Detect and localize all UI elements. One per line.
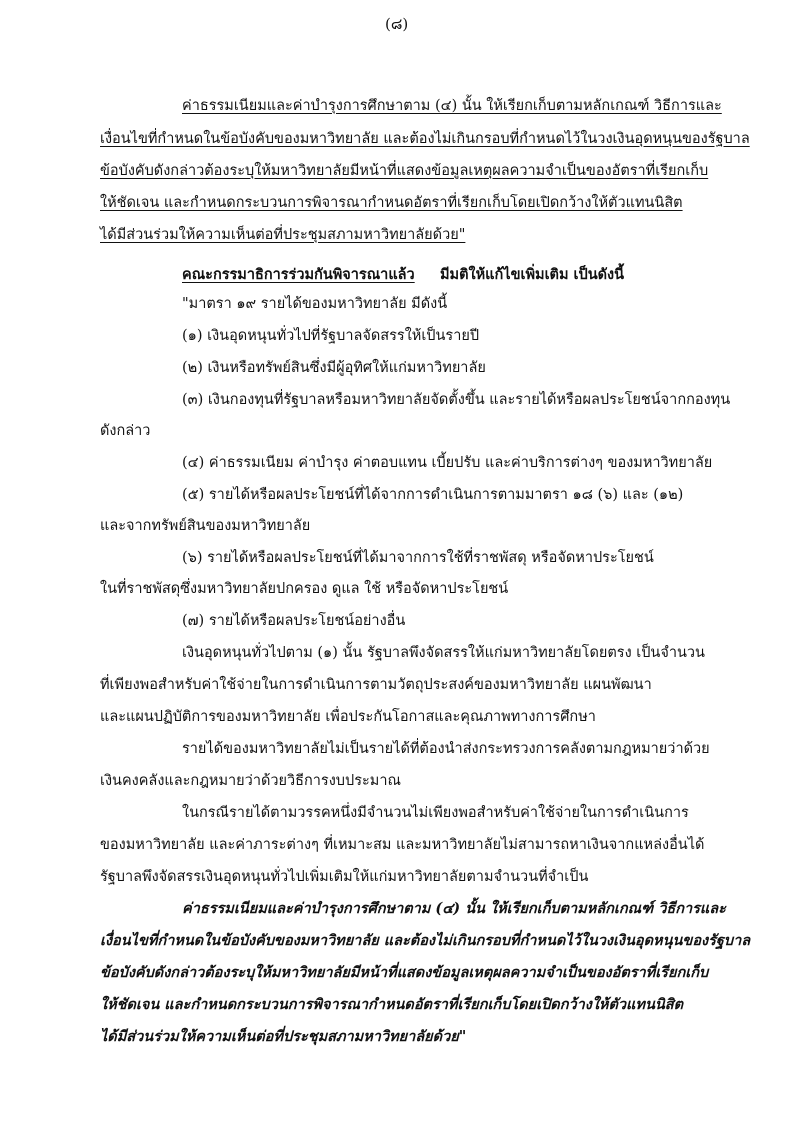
section-item-7: (๗) รายได้หรือผลประโยชน์อย่างอื่น — [182, 613, 406, 629]
section-item-3-cont: ดังกล่าว — [100, 423, 151, 439]
insufficient-line-3: รัฐบาลพึงจัดสรรเงินอุดหนุนทั่วไปเพิ่มเติมให้แก่มหาวิทยาลัยตามจำนวนที่จำเป็น — [100, 869, 589, 885]
intro-line-3: ข้อบังคับดังกล่าวต้องระบุให้มหาวิทยาลัยมีหน้าที่แสดงข้อมูลเหตุผลความจำเป็นของอัตราที่เรียกเก็บ — [100, 163, 709, 179]
section-item-5: (๕) รายได้หรือผลประโยชน์ที่ได้จากการดำเนินการตามมาตรา ๑๘ (๖) และ (๑๒) — [182, 487, 684, 503]
intro-line-1: ค่าธรรมเนียมและค่าบำรุงการศึกษาตาม (๔) นั้น ให้เรียกเก็บตามหลักเกณฑ์ วิธีการและ — [182, 98, 722, 114]
section-item-1: (๑) เงินอุดหนุนทั่วไปที่รัฐบาลจัดสรรให้เป็นรายปี — [182, 328, 480, 344]
section-item-6: (๖) รายได้หรือผลประโยชน์ที่ได้มาจากการใช้ที่ราชพัสดุ หรือจัดหาประโยชน์ — [182, 550, 654, 566]
section-item-5-cont: และจากทรัพย์สินของมหาวิทยาลัย — [100, 518, 311, 534]
committee-resolution: มีมติให้แก้ไขเพิ่มเติม เป็นดังนี้ — [440, 266, 625, 283]
page-number: (๘) — [385, 15, 409, 33]
subsidy-line-3: และแผนปฏิบัติการของมหาวิทยาลัย เพื่อประกันโอกาสและคุณภาพทางการศึกษา — [100, 709, 596, 725]
section-item-3: (๓) เงินกองทุนที่รัฐบาลหรือมหาวิทยาลัยจัดตั้งขึ้น และรายได้หรือผลประโยชน์จากกองทุน — [182, 392, 731, 408]
intro-line-4: ให้ชัดเจน และกำหนดกระบวนการพิจารณากำหนดอัตราที่เรียกเก็บโดยเปิดกว้างให้ตัวแทนนิสิต — [100, 195, 683, 211]
fees-line-1: ค่าธรรมเนียมและค่าบำรุงการศึกษาตาม (๔) นั้น ให้เรียกเก็บตามหลักเกณฑ์ วิธีการและ — [182, 900, 726, 917]
section-heading: "มาตรา ๑๙ รายได้ของมหาวิทยาลัย มีดังนี้ — [182, 296, 448, 312]
committee-label: คณะกรรมาธิการร่วมกันพิจารณาแล้ว — [182, 266, 415, 283]
subsidy-line-1: เงินอุดหนุนทั่วไปตาม (๑) นั้น รัฐบาลพึงจัดสรรให้แก่มหาวิทยาลัยโดยตรง เป็นจำนวน — [182, 645, 705, 661]
intro-line-5: ได้มีส่วนร่วมให้ความเห็นต่อที่ประชุมสภามหาวิทยาลัยด้วย" — [100, 227, 466, 243]
intro-line-2: เงื่อนไขที่กำหนดในข้อบังคับของมหาวิทยาลัย และต้องไม่เกินกรอบที่กำหนดไว้ในวงเงินอุดหนุนของรัฐบาล — [100, 131, 750, 147]
fees-line-3: ข้อบังคับดังกล่าวต้องระบุให้มหาวิทยาลัยมีหน้าที่แสดงข้อมูลเหตุผลความจำเป็นของอัตราที่เรียกเก็บ — [100, 964, 709, 981]
fees-line-5: ได้มีส่วนร่วมให้ความเห็นต่อที่ประชุมสภามหาวิทยาลัยด้วย" — [100, 1028, 467, 1045]
insufficient-line-1: ในกรณีรายได้ตามวรรคหนึ่งมีจำนวนไม่เพียงพอสำหรับค่าใช้จ่ายในการดำเนินการ — [182, 805, 689, 821]
fees-line-4: ให้ชัดเจน และกำหนดกระบวนการพิจารณากำหนดอัตราที่เรียกเก็บโดยเปิดกว้างให้ตัวแทนนิสิต — [100, 996, 684, 1013]
insufficient-line-2: ของมหาวิทยาลัย และค่าภาระต่างๆ ที่เหมาะสม และมหาวิทยาลัยไม่สามารถหาเงินจากแหล่งอื่นได้ — [100, 837, 705, 853]
section-item-4: (๔) ค่าธรรมเนียม ค่าบำรุง ค่าตอบแทน เบี้ยปรับ และค่าบริการต่างๆ ของมหาวิทยาลัย — [182, 455, 713, 471]
subsidy-line-2: ที่เพียงพอสำหรับค่าใช้จ่ายในการดำเนินการตามวัตถุประสงค์ของมหาวิทยาลัย แผนพัฒนา — [100, 677, 652, 693]
section-item-6-cont: ในที่ราชพัสดุซึ่งมหาวิทยาลัยปกครอง ดูแล ใช้ หรือจัดหาประโยชน์ — [100, 581, 509, 597]
income-line-1: รายได้ของมหาวิทยาลัยไม่เป็นรายได้ที่ต้องนำส่งกระทรวงการคลังตามกฎหมายว่าด้วย — [182, 741, 710, 757]
fees-line-2: เงื่อนไขที่กำหนดในข้อบังคับของมหาวิทยาลัย และต้องไม่เกินกรอบที่กำหนดไว้ในวงเงินอุดหนุนของรัฐบาล — [100, 932, 751, 949]
section-item-2: (๒) เงินหรือทรัพย์สินซึ่งมีผู้อุทิศให้แก่มหาวิทยาลัย — [182, 360, 486, 376]
income-line-2: เงินคงคลังและกฎหมายว่าด้วยวิธีการงบประมาณ — [100, 773, 401, 789]
